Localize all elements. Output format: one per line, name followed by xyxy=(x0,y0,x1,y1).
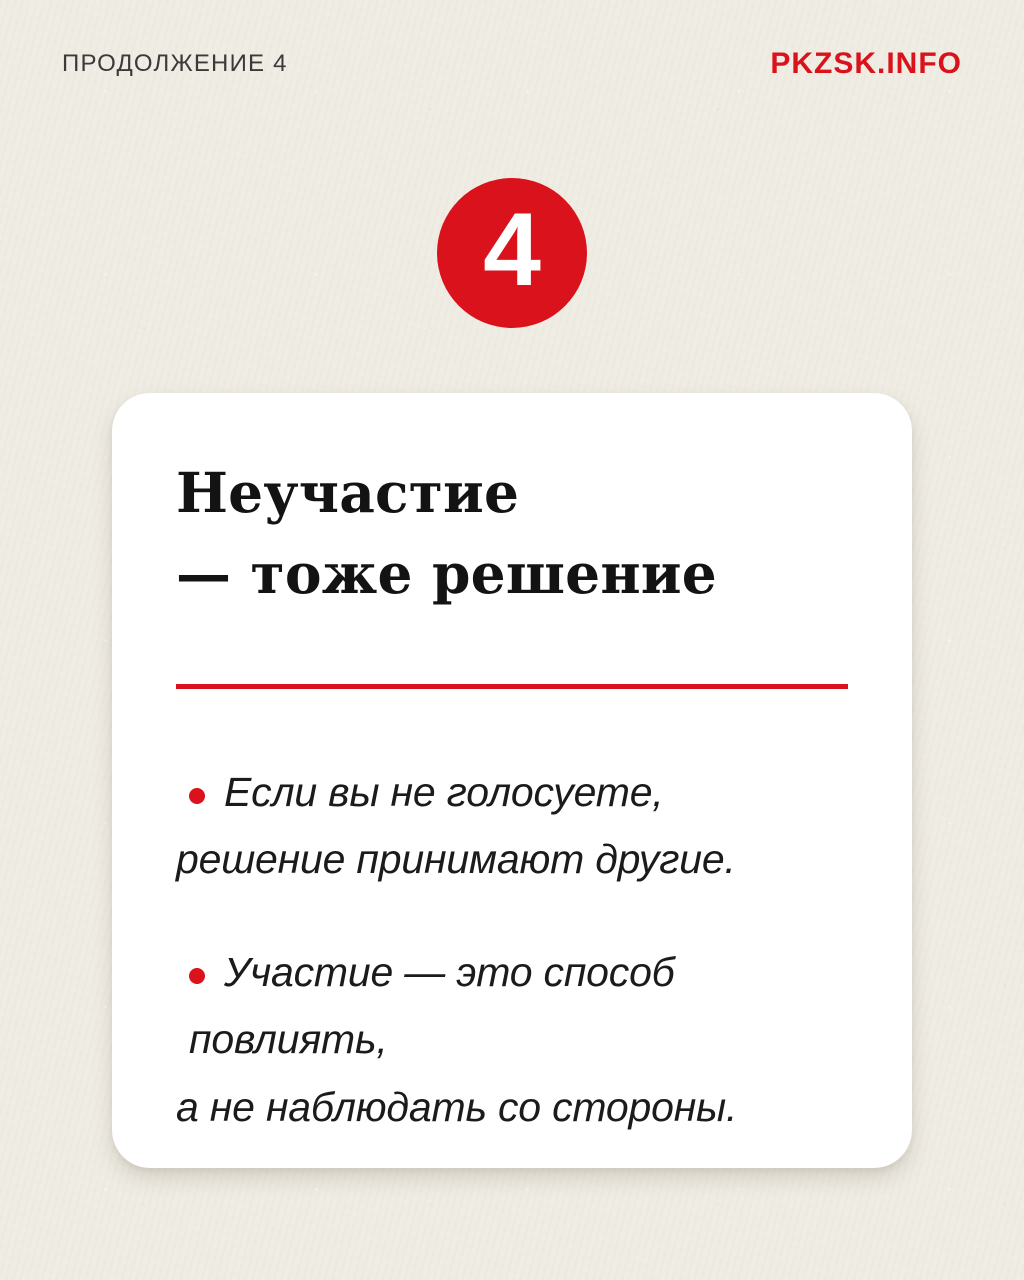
bullet-dot-icon xyxy=(189,788,205,804)
step-number-badge xyxy=(437,178,587,328)
bullet-text: Участие — это способ повлиять, xyxy=(189,949,675,1063)
bullet-line xyxy=(176,939,848,1073)
bullet-line: а не наблюдать со стороны. xyxy=(176,1083,738,1130)
header xyxy=(0,0,1024,80)
bullet-list xyxy=(176,759,848,1141)
card-title xyxy=(176,453,848,615)
bullet-text: Если вы не голосуете, xyxy=(224,768,664,815)
bullet-dot-icon xyxy=(189,968,205,984)
brand-logo: PKZSK.INFO xyxy=(770,47,962,80)
bullet-item xyxy=(176,939,848,1141)
red-divider-rule xyxy=(176,684,848,689)
bullet-line xyxy=(176,759,848,826)
card-title-line-2: — тоже решение xyxy=(176,540,717,606)
content-card xyxy=(112,393,912,1168)
step-number: 4 xyxy=(483,192,541,308)
bullet-item xyxy=(176,759,848,893)
bullet-line: решение принимают другие. xyxy=(176,835,736,882)
card-title-line-1: Неучастие xyxy=(176,460,520,525)
continuation-label: ПРОДОЛЖЕНИЕ 4 xyxy=(62,50,288,77)
